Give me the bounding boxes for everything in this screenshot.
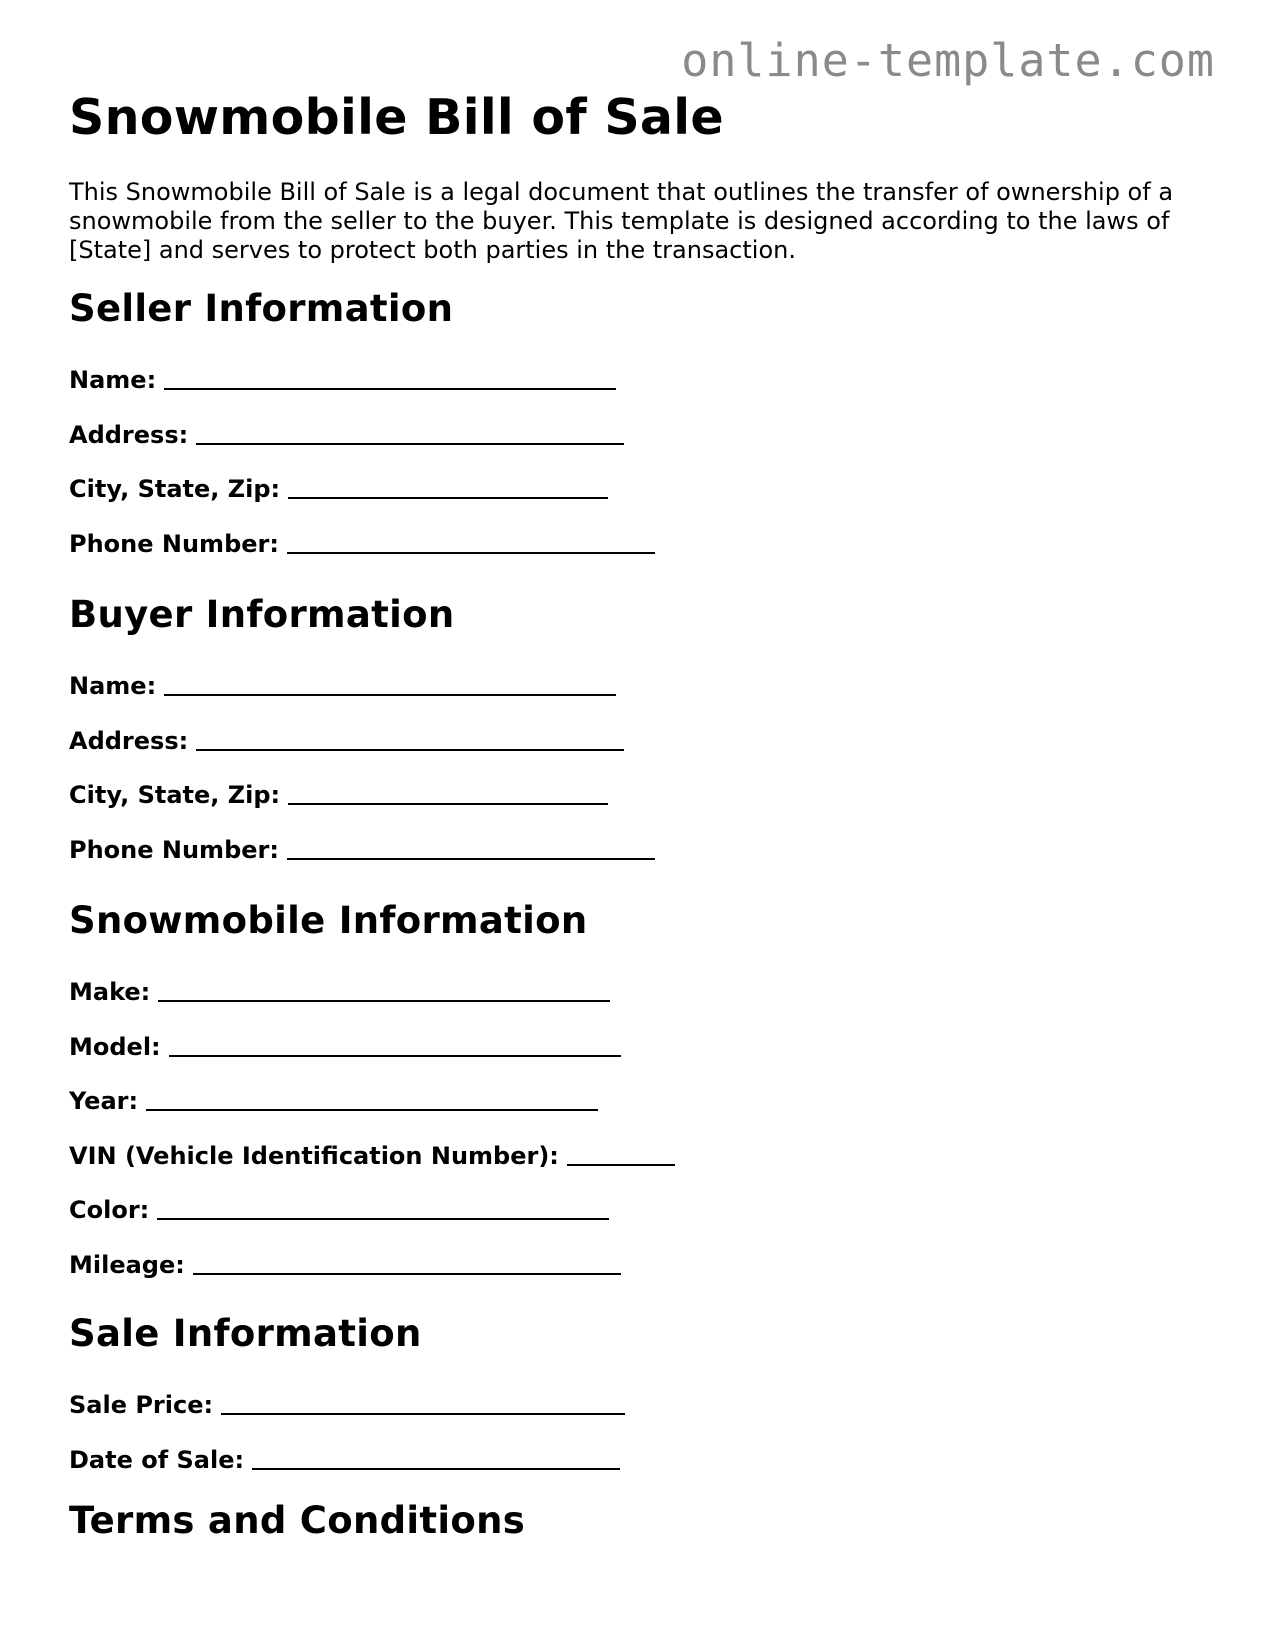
field-label: City, State, Zip: [69,475,281,503]
buyer-section [69,593,1209,877]
sale-fields [69,1378,1209,1487]
field-label: Mileage: [69,1250,185,1279]
terms-section [69,1499,1209,1543]
color-field [69,1183,1209,1238]
buyer-phone-field [69,823,1209,878]
document-title: Snowmobile Bill of Sale [69,89,724,146]
mileage-blank[interactable] [193,1253,621,1275]
seller-heading: Seller Information [69,287,454,330]
buyer-address-blank[interactable] [196,729,624,751]
snowmobile-heading: Snowmobile Information [69,899,588,942]
terms-heading: Terms and Conditions [69,1499,526,1542]
seller-address-blank[interactable] [196,423,624,445]
buyer-city-state-zip-field [69,768,1209,823]
date-of-sale-blank[interactable] [252,1448,620,1470]
sale-price-blank[interactable] [221,1393,625,1415]
field-label: Date of Sale: [69,1445,245,1474]
buyer-fields [69,659,1209,877]
seller-phone-field [69,517,1209,572]
model-field [69,1020,1209,1075]
model-blank[interactable] [169,1035,621,1057]
seller-city-state-zip-field [69,462,1209,517]
field-label: Year: [69,1087,139,1115]
buyer-phone-blank[interactable] [287,838,655,860]
field-label: City, State, Zip: [69,781,281,809]
seller-name-blank[interactable] [164,368,616,390]
make-field [69,965,1209,1020]
snowmobile-section [69,899,1209,1292]
field-label: Phone Number: [69,835,279,864]
intro-paragraph: This Snowmobile Bill of Sale is a legal document that outlines the transfer of ownership of a snowmobile from the seller to the buyer. This template is designed according to the laws of [State] and serves to protect both parties in the transaction. [69,178,1174,264]
field-label: Name: [69,672,157,700]
sale-price-field [69,1378,1209,1433]
field-label: VIN (Vehicle Identification Number): [69,1141,559,1170]
seller-phone-blank[interactable] [287,532,655,554]
snowmobile-fields [69,965,1209,1292]
sale-section [69,1312,1209,1487]
mileage-field [69,1238,1209,1293]
buyer-name-field [69,659,1209,714]
seller-fields [69,353,1209,571]
field-label: Make: [69,978,151,1006]
make-blank[interactable] [158,980,610,1002]
seller-name-field [69,353,1209,408]
field-label: Model: [69,1032,161,1061]
buyer-heading: Buyer Information [69,593,455,636]
field-label: Address: [69,726,189,755]
seller-city-state-zip-blank[interactable] [288,477,608,499]
date-of-sale-field [69,1433,1209,1488]
field-label: Address: [69,420,189,449]
field-label: Color: [69,1196,150,1224]
watermark: online-template.com [681,34,1215,87]
year-field [69,1074,1209,1129]
seller-section [69,287,1209,571]
year-blank[interactable] [146,1089,598,1111]
field-label: Name: [69,366,157,394]
field-label: Phone Number: [69,529,279,558]
buyer-address-field [69,714,1209,769]
buyer-name-blank[interactable] [164,674,616,696]
vin-field [69,1129,1209,1184]
color-blank[interactable] [157,1198,609,1220]
buyer-city-state-zip-blank[interactable] [288,783,608,805]
vin-blank[interactable] [567,1144,675,1166]
field-label: Sale Price: [69,1391,214,1419]
document-body [69,88,1209,1543]
sale-heading: Sale Information [69,1312,422,1355]
seller-address-field [69,408,1209,463]
